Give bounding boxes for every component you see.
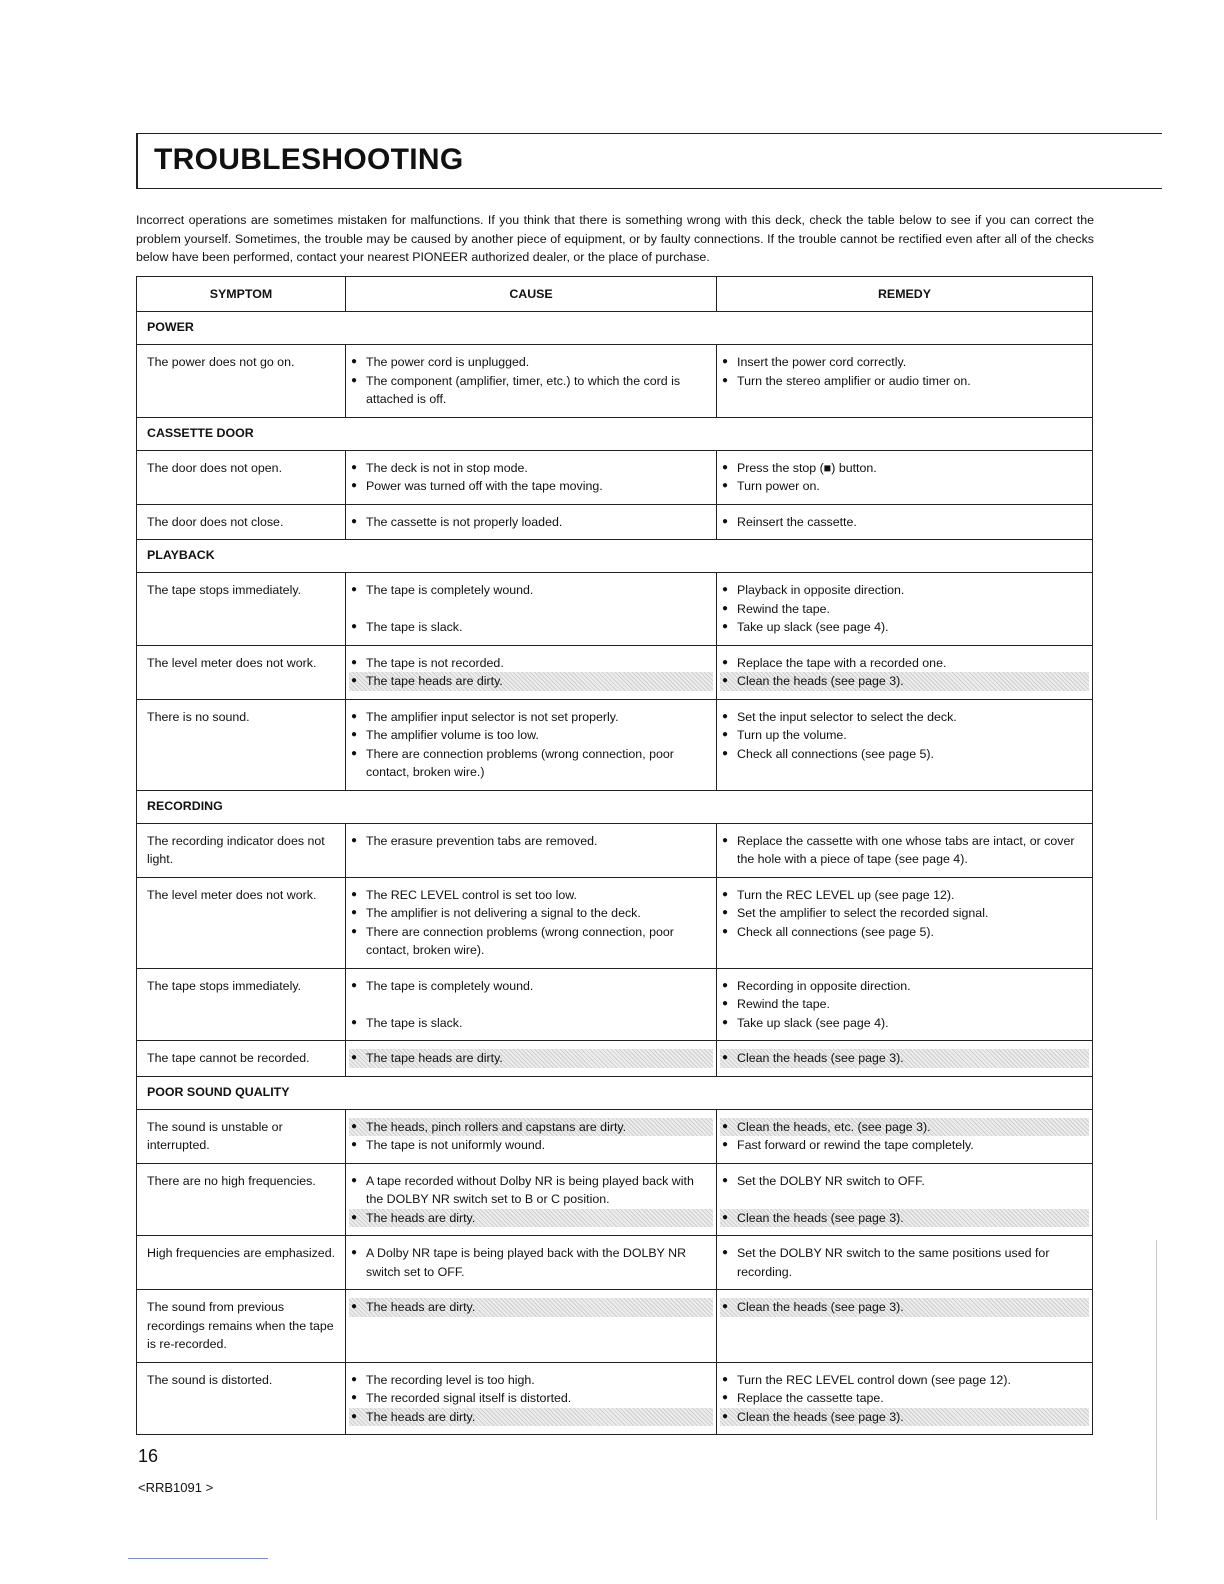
spacer [349, 995, 713, 1014]
header-symptom: SYMPTOM [137, 277, 346, 312]
remedy-item: ● Turn the REC LEVEL up (see page 12). [720, 886, 1089, 905]
cause-item: ● The amplifier is not delivering a signal to the deck. [349, 904, 713, 923]
remedy-cell [717, 345, 1093, 418]
cause-cell [346, 450, 717, 504]
remedy-cell [717, 1041, 1093, 1077]
remedy-item: ● Set the DOLBY NR switch to OFF. [720, 1172, 1089, 1191]
symptom-cell: The level meter does not work. [137, 877, 346, 968]
symptom-cell: The sound is distorted. [137, 1362, 346, 1435]
remedy-item: ● Clean the heads (see page 3). [720, 1408, 1089, 1427]
cause-item: ● The power cord is unplugged. [349, 353, 713, 372]
cause-item: ● The deck is not in stop mode. [349, 459, 713, 478]
title-box [136, 133, 1162, 189]
remedy-item: ● Check all connections (see page 5). [720, 745, 1089, 764]
symptom-cell: The tape cannot be recorded. [137, 1041, 346, 1077]
table-row [137, 645, 1093, 699]
cause-cell [346, 573, 717, 646]
remedy-cell [717, 645, 1093, 699]
cause-cell [346, 1362, 717, 1435]
header-row [137, 277, 1093, 312]
cause-cell [346, 823, 717, 877]
page-number: 16 [138, 1446, 159, 1466]
symptom-cell: There is no sound. [137, 699, 346, 790]
table-row [137, 504, 1093, 540]
remedy-item: ● Take up slack (see page 4). [720, 1014, 1089, 1033]
cause-item: ● The tape is completely wound. [349, 581, 713, 600]
remedy-item: ● Clean the heads (see page 3). [720, 672, 1089, 691]
remedy-cell [717, 877, 1093, 968]
cause-item: ● The amplifier input selector is not set properly. [349, 708, 713, 727]
cause-item: ● The erasure prevention tabs are removed. [349, 832, 713, 851]
section-row [137, 1076, 1093, 1109]
table-row [137, 1362, 1093, 1435]
cause-item: ● There are connection problems (wrong connection, poor contact, broken wire.) [349, 745, 713, 782]
symptom-cell: The level meter does not work. [137, 645, 346, 699]
remedy-item: ● Turn the stereo amplifier or audio timer on. [720, 372, 1089, 391]
section-title: PLAYBACK [137, 540, 1093, 573]
section-row [137, 790, 1093, 823]
cause-item: ● There are connection problems (wrong connection, poor contact, broken wire). [349, 923, 713, 960]
remedy-item: ● Replace the cassette tape. [720, 1389, 1089, 1408]
remedy-cell [717, 504, 1093, 540]
table-row [137, 1236, 1093, 1290]
table-row [137, 1163, 1093, 1236]
table-row [137, 1041, 1093, 1077]
spacer [349, 600, 713, 619]
table-row [137, 699, 1093, 790]
table-row [137, 1109, 1093, 1163]
cause-item: ● The recording level is too high. [349, 1371, 713, 1390]
remedy-item: ● Set the input selector to select the deck. [720, 708, 1089, 727]
troubleshooting-table [136, 276, 1093, 1435]
cause-item: ● The cassette is not properly loaded. [349, 513, 713, 532]
symptom-cell: The door does not open. [137, 450, 346, 504]
remedy-item: ● Clean the heads, etc. (see page 3). [720, 1118, 1089, 1137]
symptom-cell: The sound from previous recordings remains when the tape is re-recorded. [137, 1290, 346, 1363]
symptom-cell: The recording indicator does not light. [137, 823, 346, 877]
cause-item: ● A Dolby NR tape is being played back with the DOLBY NR switch set to OFF. [349, 1244, 713, 1281]
section-row [137, 540, 1093, 573]
cause-item: ● The tape is slack. [349, 1014, 713, 1033]
cause-item: ● The tape heads are dirty. [349, 1049, 713, 1068]
table-row [137, 450, 1093, 504]
table-body [137, 312, 1093, 1435]
cause-cell [346, 645, 717, 699]
header-cause: CAUSE [346, 277, 717, 312]
cause-cell [346, 699, 717, 790]
cause-item: ● The tape is not recorded. [349, 654, 713, 673]
section-title: CASSETTE DOOR [137, 417, 1093, 450]
symptom-cell: The tape stops immediately. [137, 573, 346, 646]
symptom-cell: The power does not go on. [137, 345, 346, 418]
remedy-item: ● Recording in opposite direction. [720, 977, 1089, 996]
cause-item: ● The heads are dirty. [349, 1298, 713, 1317]
cause-cell [346, 345, 717, 418]
symptom-cell: The door does not close. [137, 504, 346, 540]
remedy-item: ● Set the DOLBY NR switch to the same positions used for recording. [720, 1244, 1089, 1281]
remedy-item: ● Rewind the tape. [720, 600, 1089, 619]
remedy-cell [717, 1236, 1093, 1290]
remedy-cell [717, 823, 1093, 877]
section-title: RECORDING [137, 790, 1093, 823]
cause-item: ● The tape is completely wound. [349, 977, 713, 996]
remedy-item: ● Replace the cassette with one whose tabs are intact, or cover the hole with a piece of tape (see page 4). [720, 832, 1089, 869]
remedy-item: ● Check all connections (see page 5). [720, 923, 1089, 942]
section-row [137, 312, 1093, 345]
cause-cell [346, 1290, 717, 1363]
symptom-cell: High frequencies are emphasized. [137, 1236, 346, 1290]
cause-item: ● The amplifier volume is too low. [349, 726, 713, 745]
header-remedy: REMEDY [717, 277, 1093, 312]
cause-cell [346, 1109, 717, 1163]
table-row [137, 573, 1093, 646]
section-title: POOR SOUND QUALITY [137, 1076, 1093, 1109]
intro-paragraph: Incorrect operations are sometimes mistaken for malfunctions. If you think that there is something wrong with this deck, check the table below to see if you can correct the problem yourself. Sometimes, the trouble may be caused by another piece of equipment, or by faulty connections. If the trouble cannot be rectified even after all of the checks below have been performed, contact your nearest PIONEER authorized dealer, or the place of purchase. [136, 213, 1094, 265]
remedy-item: ● Clean the heads (see page 3). [720, 1298, 1089, 1317]
cause-item: ● The heads are dirty. [349, 1209, 713, 1228]
remedy-item: ● Set the amplifier to select the recorded signal. [720, 904, 1089, 923]
remedy-item: ● Turn up the volume. [720, 726, 1089, 745]
remedy-cell [717, 1109, 1093, 1163]
remedy-item: ● Clean the heads (see page 3). [720, 1049, 1089, 1068]
cause-cell [346, 1236, 717, 1290]
cause-item: ● Power was turned off with the tape moving. [349, 477, 713, 496]
cause-item: ● The REC LEVEL control is set too low. [349, 886, 713, 905]
cause-item: ● The recorded signal itself is distorted. [349, 1389, 713, 1408]
margin-line [1156, 1240, 1157, 1520]
remedy-item: ● Turn the REC LEVEL control down (see page 12). [720, 1371, 1089, 1390]
cause-cell [346, 968, 717, 1041]
table-row [137, 877, 1093, 968]
remedy-item: ● Take up slack (see page 4). [720, 618, 1089, 637]
remedy-item: ● Playback in opposite direction. [720, 581, 1089, 600]
remedy-cell [717, 573, 1093, 646]
spacer [720, 1190, 1089, 1209]
table-row [137, 1290, 1093, 1363]
table-row [137, 823, 1093, 877]
cause-item: ● The tape heads are dirty. [349, 672, 713, 691]
cause-cell [346, 504, 717, 540]
remedy-cell [717, 1163, 1093, 1236]
cause-cell [346, 1041, 717, 1077]
cause-item: ● The heads are dirty. [349, 1408, 713, 1427]
remedy-item: ● Insert the power cord correctly. [720, 353, 1089, 372]
document-code: <RRB1091 > [138, 1480, 214, 1495]
remedy-cell [717, 1290, 1093, 1363]
remedy-cell [717, 968, 1093, 1041]
symptom-cell: There are no high frequencies. [137, 1163, 346, 1236]
cause-item: ● The component (amplifier, timer, etc.) to which the cord is attached is off. [349, 372, 713, 409]
cause-item: ● A tape recorded without Dolby NR is being played back with the DOLBY NR switch set to B or C position. [349, 1172, 713, 1209]
remedy-cell [717, 1362, 1093, 1435]
remedy-item: ● Replace the tape with a recorded one. [720, 654, 1089, 673]
symptom-cell: The sound is unstable or interrupted. [137, 1109, 346, 1163]
remedy-item: ● Rewind the tape. [720, 995, 1089, 1014]
cause-item: ● The tape is slack. [349, 618, 713, 637]
section-row [137, 417, 1093, 450]
symptom-cell: The tape stops immediately. [137, 968, 346, 1041]
remedy-item: ● Press the stop (■) button. [720, 459, 1089, 478]
remedy-item: ● Fast forward or rewind the tape completely. [720, 1136, 1089, 1155]
table-row [137, 345, 1093, 418]
page-title: TROUBLESHOOTING [154, 143, 464, 176]
cause-item: ● The tape is not uniformly wound. [349, 1136, 713, 1155]
cause-cell [346, 1163, 717, 1236]
cause-cell [346, 877, 717, 968]
remedy-item: ● Clean the heads (see page 3). [720, 1209, 1089, 1228]
remedy-cell [717, 450, 1093, 504]
remedy-cell [717, 699, 1093, 790]
table-row [137, 968, 1093, 1041]
cause-item: ● The heads, pinch rollers and capstans are dirty. [349, 1118, 713, 1137]
section-title: POWER [137, 312, 1093, 345]
remedy-item: ● Turn power on. [720, 477, 1089, 496]
remedy-item: ● Reinsert the cassette. [720, 513, 1089, 532]
footer-rule [128, 1558, 268, 1559]
